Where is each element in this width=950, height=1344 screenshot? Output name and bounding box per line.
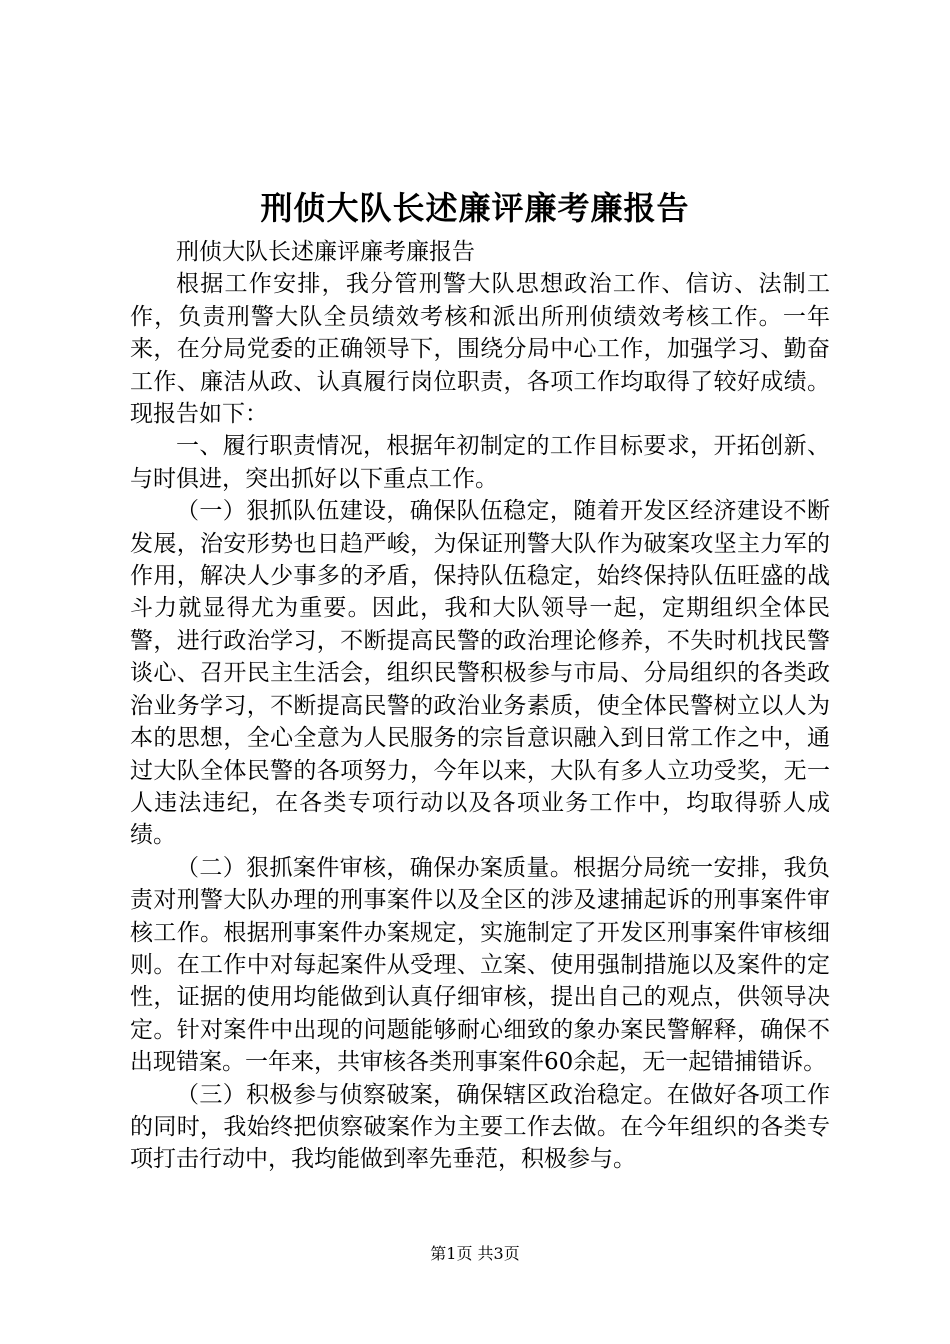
- paragraph-subtitle: 刑侦大队长述廉评廉考廉报告: [176, 239, 475, 265]
- paragraph-item-2: （二）狠抓案件审核，确保办案质量。根据分局统一安排，我负责对刑警大队办理的刑事案件以及全区的涉及逮捕起诉的刑事案件审核工作。根据刑事案件办案规定，实施制定了开发区刑事案件审核细则。在工作中对每起案件从受理、立案、使用强制措施以及案件的定性，证据的使用均能做到认真仔细审核，提出自己的观点，供领导决定。针对案件中出现的问题能够耐心细致的象办案民警解释，确保不出现错案。一年来，共审核各类刑事案件60余起，无一起错捕错诉。: [130, 854, 830, 1076]
- document-body: [130, 236, 830, 1176]
- paragraph-intro: 根据工作安排，我分管刑警大队思想政治工作、信访、法制工作，负责刑警大队全员绩效考核和派出所刑侦绩效考核工作。一年来，在分局党委的正确领导下，围绕分局中心工作，加强学习、勤奋工作、廉洁从政、认真履行岗位职责，各项工作均取得了较好成绩。现报告如下：: [130, 271, 830, 428]
- paragraph-section-1: 一、履行职责情况，根据年初制定的工作目标要求，开拓创新、与时俱进，突出抓好以下重点工作。: [130, 433, 830, 492]
- paragraph-item-1: （一）狠抓队伍建设，确保队伍稳定，随着开发区经济建设不断发展，治安形势也日趋严峻，为保证刑警大队作为破案攻坚主力军的作用，解决人少事多的矛盾，保持队伍稳定，始终保持队伍旺盛的战斗力就显得尤为重要。因此，我和大队领导一起，定期组织全体民警，进行政治学习，不断提高民警的政治理论修养，不失时机找民警谈心、召开民主生活会，组织民警积极参与市局、分局组织的各类政治业务学习，不断提高民警的政治业务素质，使全体民警树立以人为本的思想，全心全意为人民服务的宗旨意识融入到日常工作之中，通过大队全体民警的各项努力，今年以来，大队有多人立功受奖，无一人违法违纪，在各类专项行动以及各项业务工作中，均取得骄人成绩。: [130, 498, 830, 849]
- page-number-footer: 第1页 共3页: [430, 1244, 520, 1263]
- paragraph-item-3: （三）积极参与侦察破案，确保辖区政治稳定。在做好各项工作的同时，我始终把侦察破案作为主要工作去做。在今年组织的各类专项打击行动中，我均能做到率先垂范，积极参与。: [130, 1081, 830, 1173]
- document-title: 刑侦大队长述廉评廉考廉报告: [260, 189, 690, 227]
